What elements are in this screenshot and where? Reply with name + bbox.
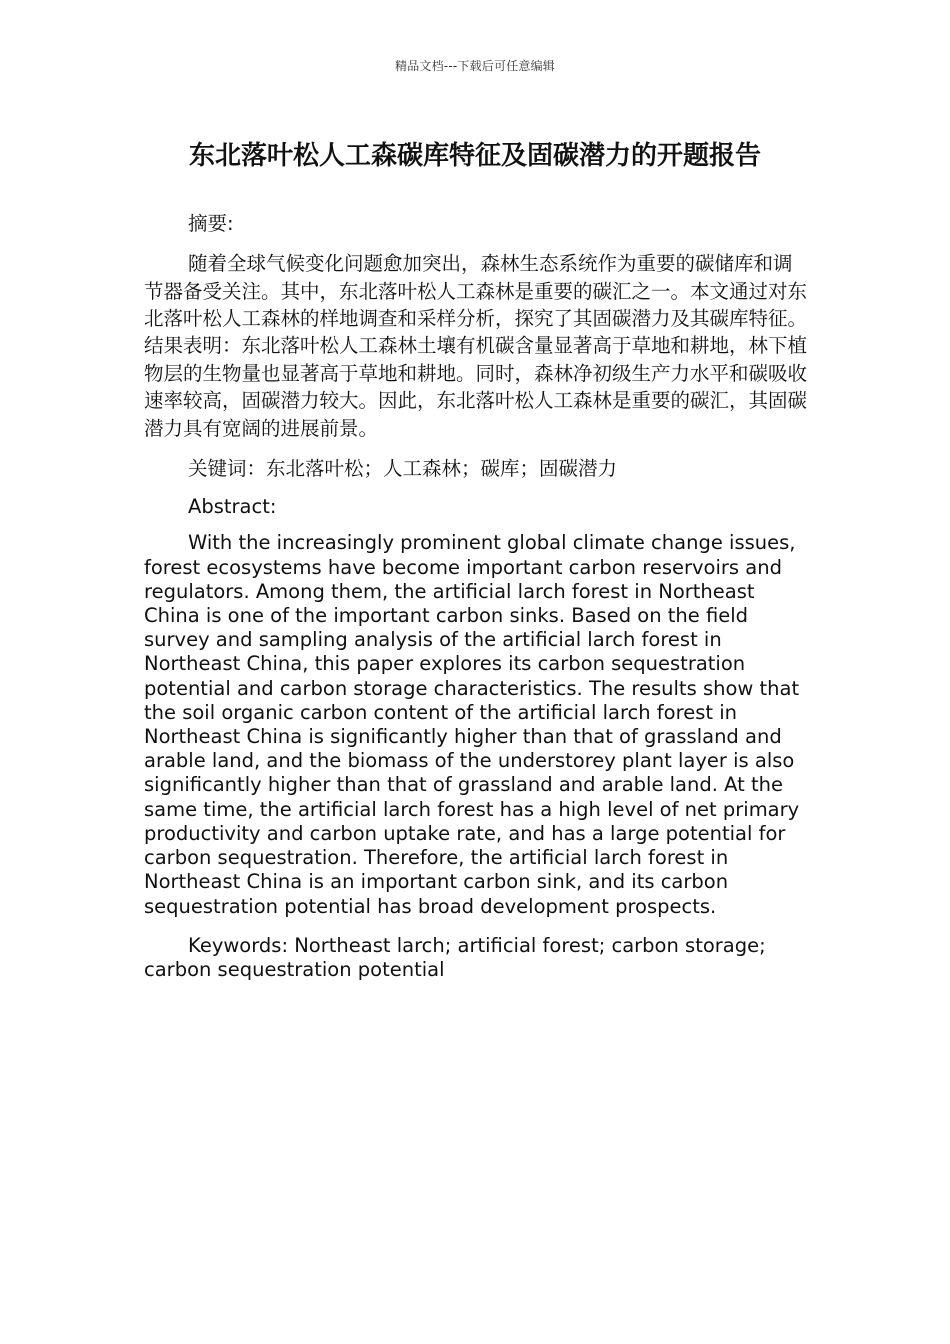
- document-title: 东北落叶松人工森碳库特征及固碳潜力的开题报告: [188, 141, 761, 171]
- header-note: 精品文档---下载后可任意编辑: [395, 59, 555, 73]
- keywords-cn: 关键词：东北落叶松；人工森林；碳库；固碳潜力: [188, 457, 618, 481]
- abstract-en-text: With the increasingly prominent global climate change issues, forest ecosystems have become important carbon reservoirs and regulators. Among them, the artificial larch forest in Northeast China is one of the important carbon sinks. Based on the field survey and sampling analysis of the artificial larch forest in Northeast China, this paper explores its carbon sequestration potential and carbon storage characteristics. The results show that the soil organic carbon content of the artificial larch forest in Northeast China is significantly higher than that of grassland and arable land, and the biomass of the understorey plant layer is also significantly higher than that of grassland and arable land. At the same time, the artificial larch forest has a high level of net primary productivity and carbon uptake rate, and has a large potential for carbon sequestration. Therefore, the artificial larch forest in Northeast China is an important carbon sink, and its carbon sequestration potential has broad development prospects.: [144, 531, 800, 918]
- abstract-cn-text: 随着全球气候变化问题愈加突出，森林生态系统作为重要的碳储库和调节器备受关注。其中，东北落叶松人工森林是重要的碳汇之一。本文通过对东北落叶松人工森林的样地调查和采样分析，探究了其固碳潜力及其碳库特征。结果表明：东北落叶松人工森林土壤有机碳含量显著高于草地和耕地，林下植物层的生物量也显著高于草地和耕地。同时，森林净初级生产力水平和碳吸收速率较高，固碳潜力较大。因此，东北落叶松人工森林是重要的碳汇，其固碳潜力具有宽阔的进展前景。: [144, 252, 808, 440]
- document-body: [144, 212, 808, 997]
- abstract-cn-label: 摘要:: [188, 212, 234, 235]
- keywords-en: Keywords: Northeast larch; artificial forest; carbon storage; carbon sequestration potential: [144, 933, 766, 981]
- abstract-en-label: Abstract:: [188, 495, 277, 519]
